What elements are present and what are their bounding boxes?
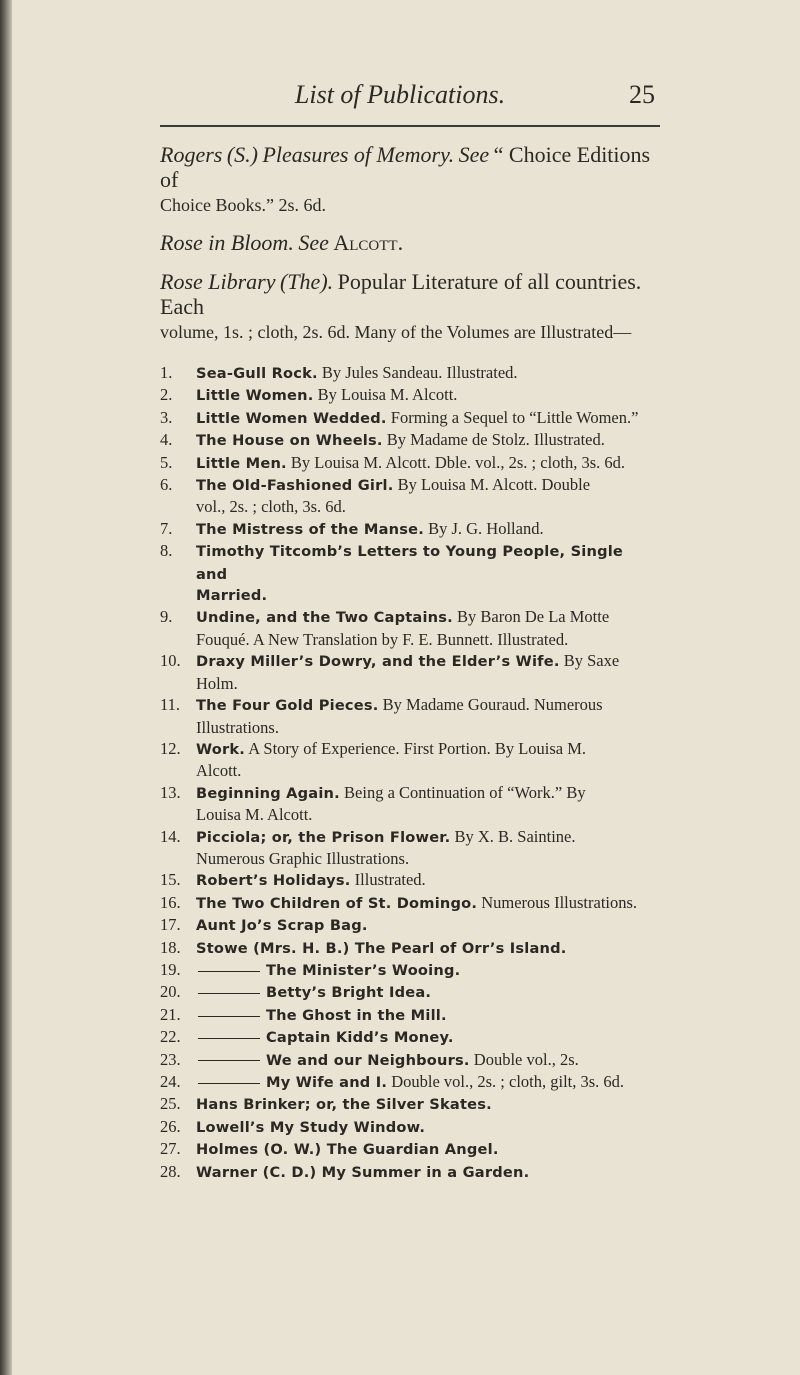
book-list-item: [160, 1093, 658, 1115]
book-number: 26.: [160, 1116, 181, 1136]
entry-continuation: volume, 1s. ; cloth, 2s. 6d. Many of the Volumes are Illustrated—: [160, 322, 632, 342]
book-title: Draxy Miller’s Dowry, and the Elder’s Wife.: [196, 653, 560, 671]
book-list-item: [160, 694, 658, 738]
book-number: 8.: [160, 541, 173, 561]
book-list-item: [160, 518, 658, 540]
book-title: Sea-Gull Rock.: [196, 365, 318, 382]
entry-work: Pleasures of Memory.: [262, 142, 455, 167]
book-details-continuation: Holm.: [196, 673, 238, 693]
book-title: Robert’s Holidays.: [196, 872, 351, 890]
book-details: By Louisa M. Alcott. Double: [397, 475, 591, 495]
book-title: The House on Wheels.: [196, 432, 383, 450]
rose-library-list: [160, 362, 658, 1183]
book-list-item: [160, 959, 658, 981]
book-details-continuation: Numerous Graphic Illustrations.: [196, 848, 410, 868]
ditto-dash: [198, 1038, 260, 1039]
book-title: Work.: [196, 740, 246, 758]
book-title: Holmes (O. W.) The Guardian Angel.: [196, 1141, 499, 1159]
ditto-dash: [198, 993, 260, 994]
book-details: By Louisa M. Alcott. Dble. vol., 2s. ; cloth, 3s. 6d.: [290, 452, 626, 472]
book-title: The Ghost in the Mill.: [266, 1006, 447, 1024]
book-list-item: [160, 738, 658, 782]
entry-title: Rogers: [160, 142, 223, 167]
book-title: The Old-Fashioned Girl.: [196, 477, 394, 495]
book-number: 17.: [160, 915, 181, 935]
book-list-item: [160, 407, 658, 429]
book-details: By Madame Gouraud. Numerous: [382, 695, 603, 715]
book-details: By J. G. Holland.: [428, 518, 544, 538]
book-number: 6.: [160, 475, 173, 495]
book-title: Betty’s Bright Idea.: [266, 984, 432, 1002]
book-list-item: [160, 782, 658, 826]
book-details: A Story of Experience. First Portion. By Louisa M.: [248, 738, 587, 758]
book-number: 23.: [160, 1049, 181, 1069]
page-content: [160, 143, 658, 1183]
book-details: By Louisa M. Alcott.: [317, 385, 458, 405]
book-number: 9.: [160, 607, 173, 627]
book-title: Picciola; or, the Prison Flower.: [196, 828, 451, 846]
ditto-dash: [198, 971, 260, 972]
book-title: Little Women.: [196, 387, 314, 405]
book-number: 3.: [160, 407, 173, 427]
entry-title: Rose Library: [160, 269, 276, 294]
entry-rose-in-bloom: [160, 231, 658, 256]
book-number: 10.: [160, 651, 181, 671]
book-details: By Baron De La Motte: [457, 607, 610, 627]
book-number: 7.: [160, 518, 173, 538]
header-rule: [160, 125, 660, 127]
entry-continuation: Choice Books.” 2s. 6d.: [160, 195, 326, 215]
book-title: Stowe (Mrs. H. B.) The Pearl of Orr’s Island.: [196, 939, 567, 957]
book-number: 1.: [160, 363, 173, 382]
entry-reference: “ Choice Editions of: [160, 142, 651, 192]
book-title: Beginning Again.: [196, 784, 340, 802]
book-details-continuation: Alcott.: [196, 761, 242, 781]
book-list-item: [160, 1049, 658, 1071]
book-number: 21.: [160, 1004, 181, 1024]
page-number: 25: [629, 80, 655, 109]
book-number: 4.: [160, 430, 173, 450]
book-number: 19.: [160, 959, 181, 979]
book-title: We and our Neighbours.: [266, 1051, 470, 1069]
book-list-item: [160, 1161, 658, 1183]
book-title: Timothy Titcomb’s Letters to Young People, Single and: [196, 543, 624, 583]
book-details-continuation: Louisa M. Alcott.: [196, 805, 313, 825]
book-list-item: [160, 937, 658, 959]
book-list-item: [160, 452, 658, 474]
book-number: 27.: [160, 1139, 181, 1159]
book-details: Forming a Sequel to “Little Women.”: [390, 407, 639, 427]
book-number: 14.: [160, 826, 181, 846]
book-details: Being a Continuation of “Work.” By: [344, 782, 586, 802]
book-list-item: [160, 1071, 658, 1093]
book-list-item: [160, 981, 658, 1003]
book-title: Hans Brinker; or, the Silver Skates.: [196, 1096, 492, 1114]
ditto-dash: [198, 1060, 260, 1061]
book-list-item: [160, 1116, 658, 1138]
book-title: Undine, and the Two Captains.: [196, 609, 453, 627]
book-details: By Madame de Stolz. Illustrated.: [386, 430, 605, 450]
book-number: 13.: [160, 782, 181, 802]
book-list-item: [160, 892, 658, 914]
book-list-item: [160, 1004, 658, 1026]
entry-title: Rose in Bloom.: [160, 230, 294, 255]
book-title: Aunt Jo’s Scrap Bag.: [196, 917, 368, 935]
ditto-dash: [198, 1083, 260, 1084]
running-title: List of Publications.: [294, 80, 506, 109]
book-details-continuation: vol., 2s. ; cloth, 3s. 6d.: [196, 497, 346, 517]
book-list-item: [160, 606, 658, 650]
book-list-item: [160, 914, 658, 936]
book-list-item: [160, 650, 658, 694]
book-details-continuation: Fouqué. A New Translation by F. E. Bunnett. Illustrated.: [196, 629, 569, 649]
book-title: Captain Kidd’s Money.: [266, 1029, 454, 1047]
entry-subtitle: (The).: [280, 269, 334, 294]
book-number: 16.: [160, 892, 181, 912]
book-title: Warner (C. D.) My Summer in a Garden.: [196, 1163, 530, 1181]
book-title: The Two Children of St. Domingo.: [196, 894, 478, 912]
book-list-item: [160, 474, 658, 518]
book-details: Illustrated.: [354, 870, 426, 890]
book-list-item: [160, 540, 658, 606]
book-title-continuation: Married.: [196, 587, 268, 605]
book-details: Numerous Illustrations.: [481, 892, 638, 912]
book-number: 5.: [160, 452, 173, 472]
book-list-item: [160, 826, 658, 870]
book-title: The Minister’s Wooing.: [266, 961, 461, 979]
book-details: By Saxe: [563, 651, 620, 671]
book-number: 22.: [160, 1027, 181, 1047]
book-details: Double vol., 2s. ; cloth, gilt, 3s. 6d.: [391, 1072, 625, 1091]
entry-rose-library: [160, 270, 658, 344]
page-header: [0, 80, 800, 120]
book-details: By Jules Sandeau. Illustrated.: [321, 363, 518, 382]
book-number: 25.: [160, 1094, 181, 1114]
entry-description: Popular Literature of all countries. Each: [160, 269, 642, 319]
book-details-continuation: Illustrations.: [196, 717, 279, 737]
book-list-item: [160, 362, 658, 384]
entry-reference: Alcott.: [333, 230, 404, 255]
book-list-item: [160, 384, 658, 406]
book-number: 18.: [160, 937, 181, 957]
book-title: Little Men.: [196, 454, 287, 472]
ditto-dash: [198, 1016, 260, 1017]
book-list-item: [160, 1026, 658, 1048]
book-list-item: [160, 429, 658, 451]
book-title: Little Women Wedded.: [196, 409, 387, 427]
book-number: 24.: [160, 1072, 181, 1091]
entry-see: See: [458, 142, 490, 167]
book-list-item: [160, 1138, 658, 1160]
book-details: Double vol., 2s.: [473, 1049, 579, 1069]
book-number: 28.: [160, 1161, 181, 1181]
book-details: By X. B. Saintine.: [454, 826, 576, 846]
book-number: 12.: [160, 738, 181, 758]
book-title: Lowell’s My Study Window.: [196, 1118, 426, 1136]
entry-rogers: [160, 143, 658, 217]
book-list-item: [160, 869, 658, 891]
book-title: The Mistress of the Manse.: [196, 520, 424, 538]
book-number: 11.: [160, 695, 181, 715]
book-title: The Four Gold Pieces.: [196, 697, 379, 715]
book-number: 2.: [160, 385, 173, 405]
entry-author-initial: (S.): [226, 142, 258, 167]
book-title: My Wife and I.: [266, 1074, 388, 1091]
entry-see: See: [298, 230, 329, 255]
book-number: 20.: [160, 982, 181, 1002]
book-number: 15.: [160, 870, 181, 890]
